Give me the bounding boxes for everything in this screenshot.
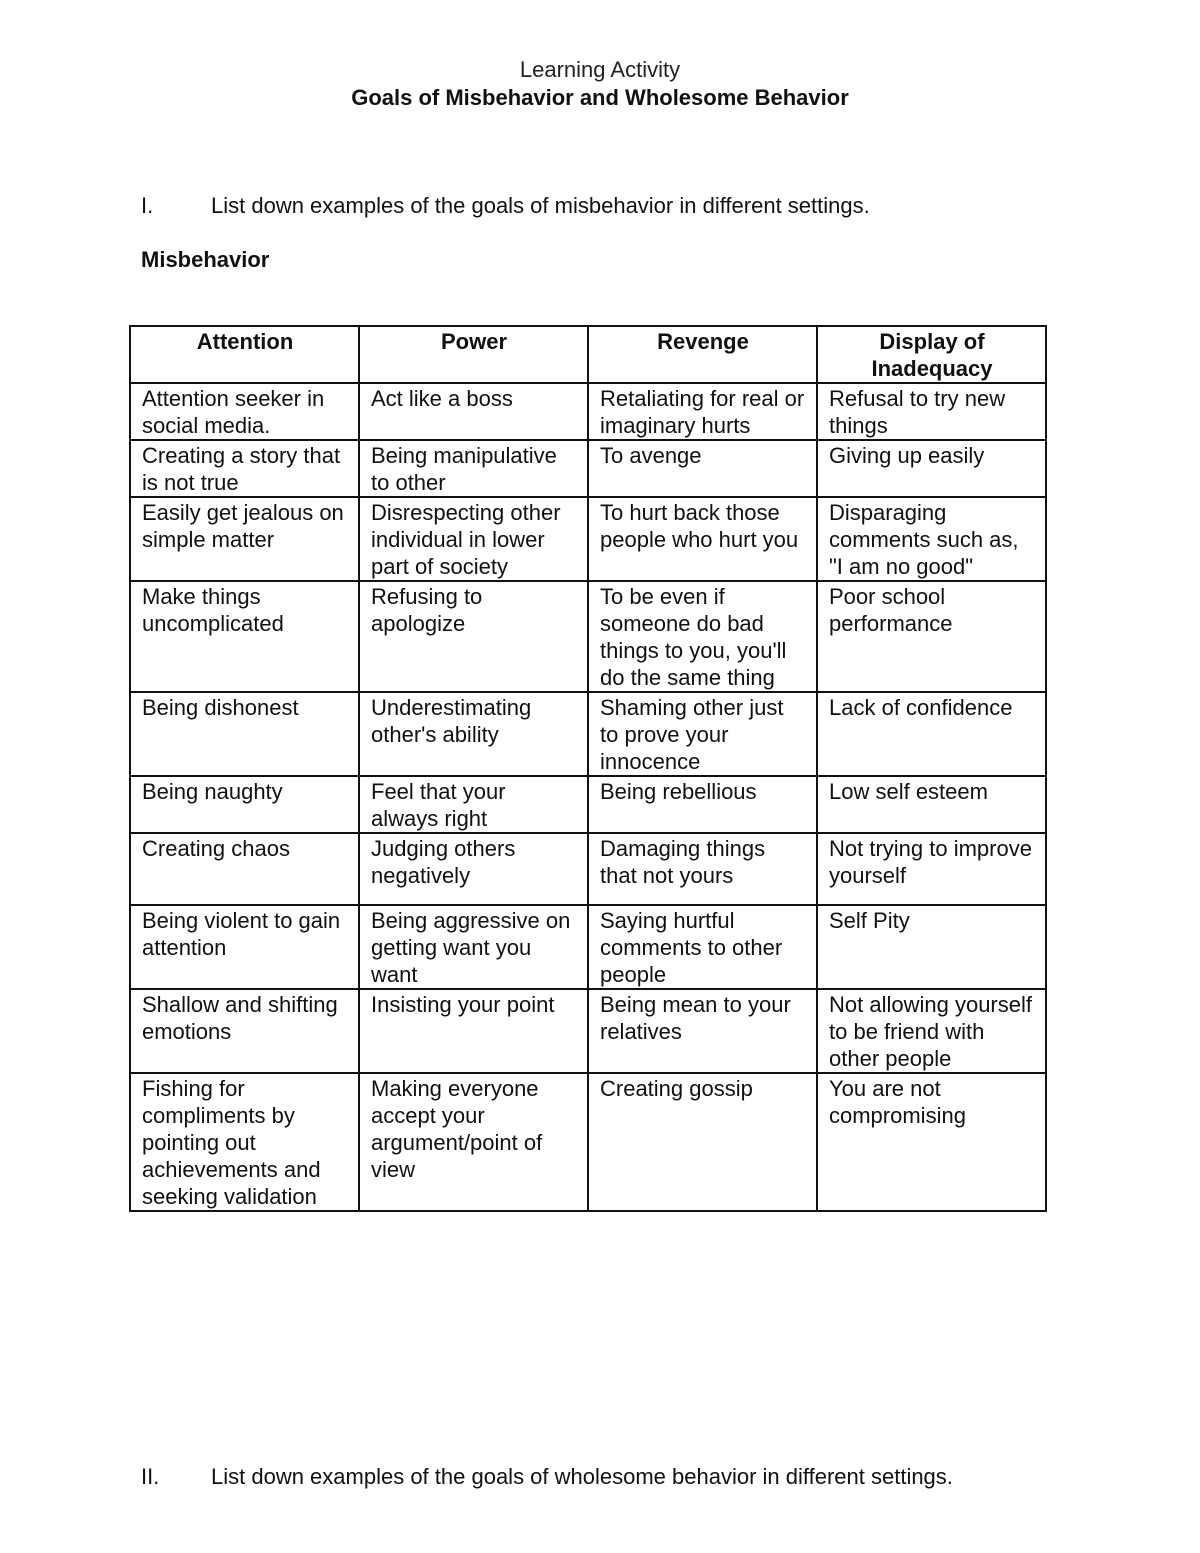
table-header-row [130,326,1046,383]
section-1-instruction-text: List down examples of the goals of misbehavior in different settings. [211,193,870,218]
table-cell: To be even if someone do bad things to you, you'll do the same thing [588,581,817,692]
section-1-number: I. [141,193,154,218]
table-cell: To hurt back those people who hurt you [588,497,817,581]
table-row [130,905,1046,989]
table-cell: Fishing for compliments by pointing out achievements and seeking validation [130,1073,359,1211]
table-row [130,440,1046,497]
table-cell: Being rebellious [588,776,817,833]
table-cell: Being violent to gain attention [130,905,359,989]
table-cell: Underestimating other's ability [359,692,588,776]
instruction-section-1 [141,192,870,220]
table-cell: Being manipulative to other [359,440,588,497]
table-cell: Refusing to apologize [359,581,588,692]
table-cell: Shaming other just to prove your innocence [588,692,817,776]
table-cell: Damaging things that not yours [588,833,817,905]
table-row [130,833,1046,905]
table-row [130,989,1046,1073]
column-header-power: Power [359,326,588,383]
table-cell: Self Pity [817,905,1046,989]
table-cell: Being dishonest [130,692,359,776]
table-row [130,692,1046,776]
table-cell: Not trying to improve yourself [817,833,1046,905]
table-cell: Creating a story that is not true [130,440,359,497]
instruction-section-2 [141,1463,953,1491]
table-cell: Making everyone accept your argument/point of view [359,1073,588,1211]
table-cell: Poor school performance [817,581,1046,692]
misbehavior-label: Misbehavior [141,247,270,272]
table-cell: Lack of confidence [817,692,1046,776]
column-header-attention: Attention [130,326,359,383]
table-cell: Creating gossip [588,1073,817,1211]
table-cell: Act like a boss [359,383,588,440]
table-cell: Low self esteem [817,776,1046,833]
table-row [130,1073,1046,1211]
column-header-revenge: Revenge [588,326,817,383]
table-cell: Refusal to try new things [817,383,1046,440]
document-title: Goals of Misbehavior and Wholesome Behavior [351,85,849,110]
table-cell: Judging others negatively [359,833,588,905]
table-row [130,497,1046,581]
table-cell: Attention seeker in social media. [130,383,359,440]
table-cell: Make things uncomplicated [130,581,359,692]
table-cell: Giving up easily [817,440,1046,497]
table-row [130,581,1046,692]
table-cell: Disparaging comments such as, "I am no good" [817,497,1046,581]
table-cell: Feel that your always right [359,776,588,833]
document-kicker: Learning Activity [519,57,681,82]
table-cell: Being naughty [130,776,359,833]
section-2-number: II. [141,1464,160,1489]
table-cell: Creating chaos [130,833,359,905]
table-cell: Not allowing yourself to be friend with other people [817,989,1046,1073]
section-2-instruction-text: List down examples of the goals of wholesome behavior in different settings. [211,1464,953,1489]
table-cell: You are not compromising [817,1073,1046,1211]
table-cell: To avenge [588,440,817,497]
table-cell: Insisting your point [359,989,588,1073]
misbehavior-goals-table [129,325,1047,1212]
document-header [0,56,1200,112]
column-header-display-of-inadequacy: Display of Inadequacy [817,326,1046,383]
table-row [130,776,1046,833]
table-cell: Shallow and shifting emotions [130,989,359,1073]
table-cell: Being mean to your relatives [588,989,817,1073]
table-row [130,383,1046,440]
table-cell: Easily get jealous on simple matter [130,497,359,581]
table-cell: Retaliating for real or imaginary hurts [588,383,817,440]
table-cell: Being aggressive on getting want you want [359,905,588,989]
table-cell: Disrespecting other individual in lower part of society [359,497,588,581]
table-cell: Saying hurtful comments to other people [588,905,817,989]
